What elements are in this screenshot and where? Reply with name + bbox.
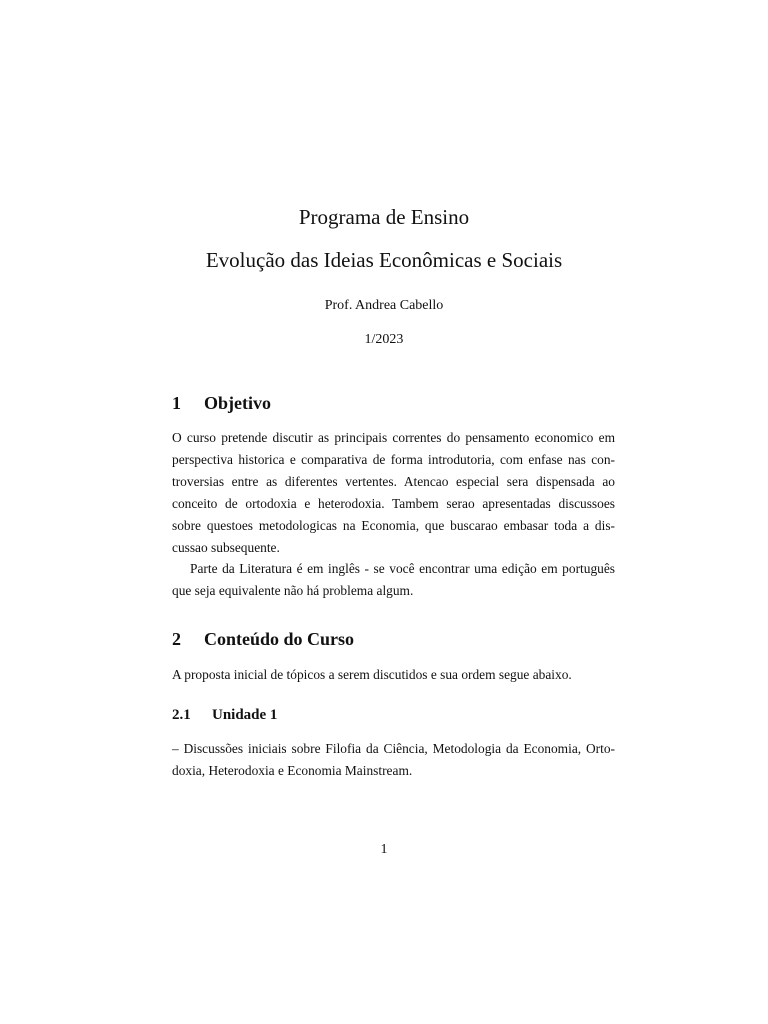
paragraph-line: Parte da Literatura é em inglês - se você encontrar uma edição em português	[190, 561, 615, 576]
section-number: 1	[172, 393, 181, 413]
author: Prof. Andrea Cabello	[324, 298, 444, 313]
paragraph-line: O curso pretende discutir as principais correntes do pensamento economico em	[172, 430, 615, 445]
paragraph-line: troversias entre as diferentes vertentes. Atencao especial sera dispensada ao	[172, 474, 615, 489]
paragraph-line: perspectiva historica e comparativa de forma introdutoria, com enfase nas con-	[172, 452, 615, 467]
subsection-number: 2.1	[172, 707, 191, 723]
paragraph-line: sobre questoes metodologicas na Economia, que buscarao embasar toda a dis-	[172, 518, 615, 533]
subsection-title: Unidade 1	[212, 707, 278, 723]
paragraph-line: – Discussões iniciais sobre Filofia da Ciência, Metodologia da Economia, Orto-	[172, 741, 615, 756]
paragraph-line: conceito de ortodoxia e heterodoxia. Tambem serao apresentadas discussoes	[172, 496, 615, 511]
section-title: Conteúdo do Curso	[204, 629, 355, 649]
section-number: 2	[172, 629, 181, 649]
paragraph-line: doxia, Heterodoxia e Economia Mainstream.	[172, 763, 413, 778]
section-heading-conteudo	[172, 629, 354, 650]
date: 1/2023	[364, 332, 404, 347]
paragraph-line: que seja equivalente não há problema algum.	[172, 583, 414, 598]
paragraph-line: cussao subsequente.	[172, 540, 280, 555]
subsection-heading-unidade1	[172, 707, 277, 724]
section-title: Objetivo	[204, 393, 271, 413]
paragraph-line: A proposta inicial de tópicos a serem discutidos e sua ordem segue abaixo.	[172, 667, 572, 682]
document-title: Programa de Ensino	[298, 205, 470, 229]
document-subtitle: Evolução das Ideias Econômicas e Sociais	[205, 248, 563, 272]
section-heading-objetivo	[172, 393, 271, 414]
page-number: 1	[380, 842, 388, 857]
